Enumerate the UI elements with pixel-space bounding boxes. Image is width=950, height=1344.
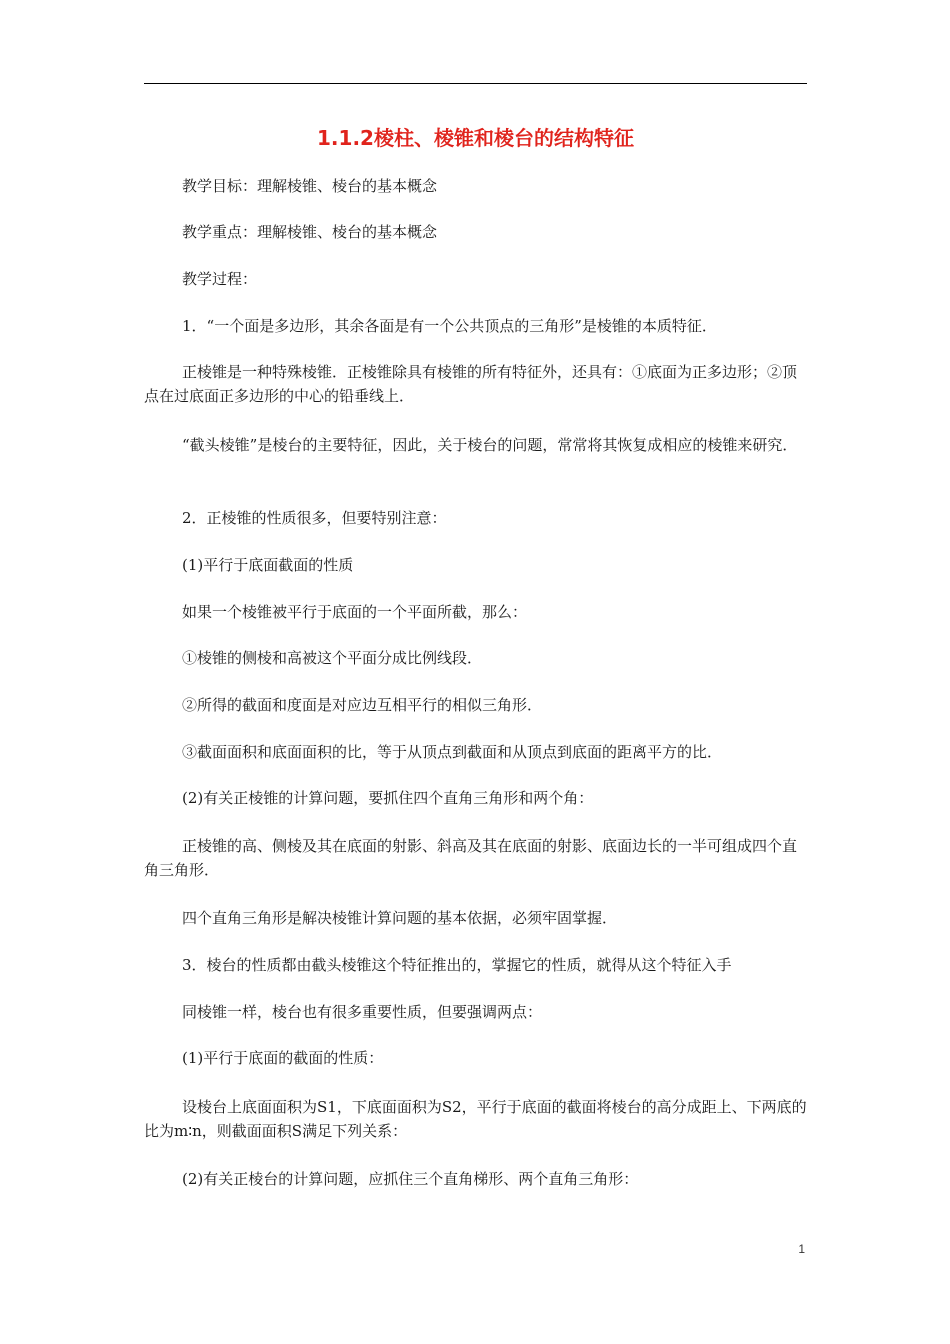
header-rule: [144, 83, 807, 84]
paragraph-frustum-feature: “截头棱锥”是棱台的主要特征，因此，关于棱台的问题，常常将其恢复成相应的棱锥来研究．: [182, 436, 798, 454]
paragraph-item-1: ①棱锥的侧棱和高被这个平面分成比例线段．: [182, 649, 483, 667]
paragraph-teaching-process: 教学过程：: [182, 270, 258, 288]
paragraph-point-2: 2．正棱锥的性质很多，但要特别注意：: [182, 509, 447, 527]
document-title: 1.1.2棱柱、棱锥和棱台的结构特征: [317, 126, 634, 150]
paragraph-subpoint-2-1: (1)平行于底面截面的性质: [182, 556, 354, 574]
paragraph-basic-basis: 四个直角三角形是解决棱锥计算问题的基本依据，必须牢固掌握．: [182, 909, 618, 927]
paragraph-teaching-focus: 教学重点：理解棱锥、棱台的基本概念: [182, 223, 438, 241]
paragraph-subpoint-3-1: (1)平行于底面的截面的性质：: [182, 1049, 384, 1067]
paragraph-frustum-areas: 设棱台上底面面积为S1，下底面面积为S2，平行于底面的截面将棱台的高分成距上、下两底的比为m∶n，则截面面积S满足下列关系：: [144, 1098, 807, 1140]
paragraph-subpoint-3-2: (2)有关正棱台的计算问题，应抓住三个直角梯形、两个直角三角形：: [182, 1170, 639, 1188]
paragraph-point-3: 3．棱台的性质都由截头棱锥这个特征推出的，掌握它的性质，就得从这个特征入手: [182, 956, 732, 974]
paragraph-if-pyramid-cut: 如果一个棱锥被平行于底面的一个平面所截，那么：: [182, 603, 528, 621]
paragraph-teaching-goal: 教学目标：理解棱锥、棱台的基本概念: [182, 177, 438, 195]
paragraph-regular-pyramid: 正棱锥是一种特殊棱锥．正棱锥除具有棱锥的所有特征外，还具有：①底面为正多边形；②顶点在过底面正多边形的中心的铅垂线上．: [144, 363, 798, 405]
paragraph-same-as-pyramid: 同棱锥一样，棱台也有很多重要性质，但要强调两点：: [182, 1003, 543, 1021]
paragraph-item-3: ③截面面积和底面面积的比，等于从顶点到截面和从顶点到底面的距离平方的比．: [182, 743, 723, 761]
paragraph-item-2: ②所得的截面和度面是对应边互相平行的相似三角形．: [182, 696, 543, 714]
paragraph-subpoint-2-2: (2)有关正棱锥的计算问题，要抓住四个直角三角形和两个角：: [182, 789, 594, 807]
paragraph-right-triangles: 正棱锥的高、侧棱及其在底面的射影、斜高及其在底面的射影、底面边长的一半可组成四个直角三角形．: [144, 837, 798, 879]
paragraph-point-1: 1．“一个面是多边形，其余各面是有一个公共顶点的三角形”是棱锥的本质特征．: [182, 317, 717, 335]
page-number: 1: [798, 1242, 805, 1256]
